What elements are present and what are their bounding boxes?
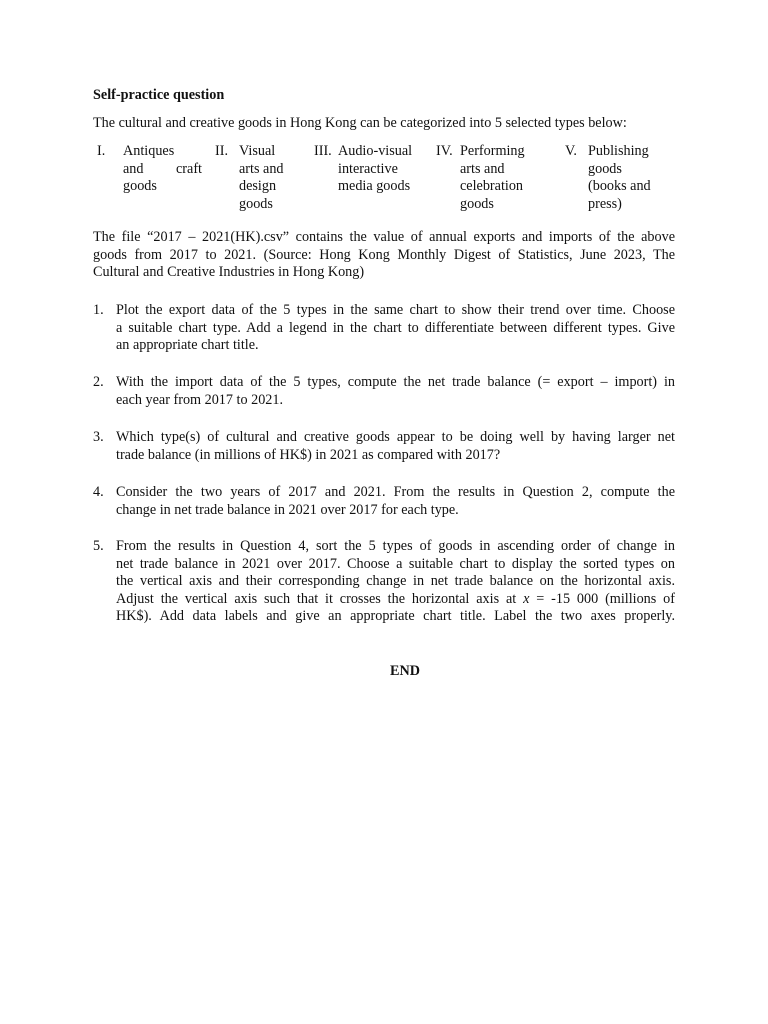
question-line: trade balance (in millions of HK$) in 2021 as compared with 2017? (116, 446, 501, 463)
question-line-part: = -15 000 (millions of (529, 590, 675, 607)
question-line: Plot the export data of the 5 types in the same chart to show their trend over time. Choose (116, 302, 675, 318)
type-numeral: I. (97, 143, 106, 159)
paragraph-line: The file “2017 – 2021(HK).csv” contains the value of annual exports and imports of the above (93, 229, 675, 245)
question-line: HK$). Add data labels and give an appropriate chart title. Label the two axes properly. (116, 608, 675, 625)
type-line: celebration (460, 178, 524, 195)
end-marker: END (390, 663, 420, 679)
type-numeral: IV. (436, 143, 453, 159)
type-line: goods (239, 195, 273, 212)
question-line: change in net trade balance in 2021 over 2017 for each type. (116, 501, 459, 518)
type-numeral: V. (565, 143, 577, 159)
type-line-part: and (123, 160, 144, 177)
question-line-part: Adjust the vertical axis such that it crosses the horizontal axis at (116, 590, 524, 607)
question-line: With the import data of the 5 types, compute the net trade balance (= export – import) in (116, 374, 675, 390)
question-line: a suitable chart type. Add a legend in the chart to differentiate between different types. Give (116, 319, 675, 336)
question-number: 2. (93, 374, 104, 390)
question-line (116, 591, 675, 609)
type-line: arts and (239, 160, 284, 177)
paragraph-line: goods from 2017 to 2021. (Source: Hong Kong Monthly Digest of Statistics, June 2023, The (93, 246, 675, 263)
question-line: Consider the two years of 2017 and 2021. From the results in Question 2, compute the (116, 484, 675, 500)
question-line: an appropriate chart title. (116, 337, 259, 354)
type-line: goods (460, 195, 494, 212)
heading: Self-practice question (93, 87, 225, 103)
type-numeral: III. (314, 143, 332, 159)
question-number: 3. (93, 429, 104, 445)
type-line-part: craft (176, 160, 202, 177)
variable-x: x (523, 590, 530, 607)
type-line: Antiques (123, 143, 175, 159)
type-line: arts and (460, 160, 505, 177)
type-line: goods (588, 160, 622, 177)
type-line (123, 161, 202, 179)
question-number: 4. (93, 484, 104, 500)
question-number: 5. (93, 538, 104, 554)
intro-text: The cultural and creative goods in Hong Kong can be categorized into 5 selected types below: (93, 115, 627, 131)
source-paragraph (93, 229, 675, 282)
type-line: media goods (338, 178, 411, 195)
type-line: Visual (239, 143, 276, 159)
type-line: interactive (338, 160, 398, 177)
type-line: press) (588, 195, 622, 212)
question-number: 1. (93, 302, 104, 318)
question-line: Which type(s) of cultural and creative goods appear to be doing well by having larger net (116, 429, 675, 445)
type-line: goods (123, 178, 157, 195)
type-numeral: II. (215, 143, 228, 159)
question-line: From the results in Question 4, sort the 5 types of goods in ascending order of change in (116, 538, 675, 554)
type-line: Audio-visual (338, 143, 413, 159)
type-line: (books and (588, 178, 651, 195)
type-line: Performing (460, 143, 525, 159)
paragraph-line: Cultural and Creative Industries in Hong Kong) (93, 264, 365, 281)
types-list (0, 143, 768, 213)
question-line: net trade balance in 2021 over 2017. Choose a suitable chart to display the sorted types on (116, 555, 675, 572)
type-line: design (239, 178, 277, 195)
question-line: each year from 2017 to 2021. (116, 391, 284, 408)
question-line: the vertical axis and their corresponding change in net trade balance on the horizontal axis. (116, 573, 675, 590)
type-line: Publishing (588, 143, 649, 159)
